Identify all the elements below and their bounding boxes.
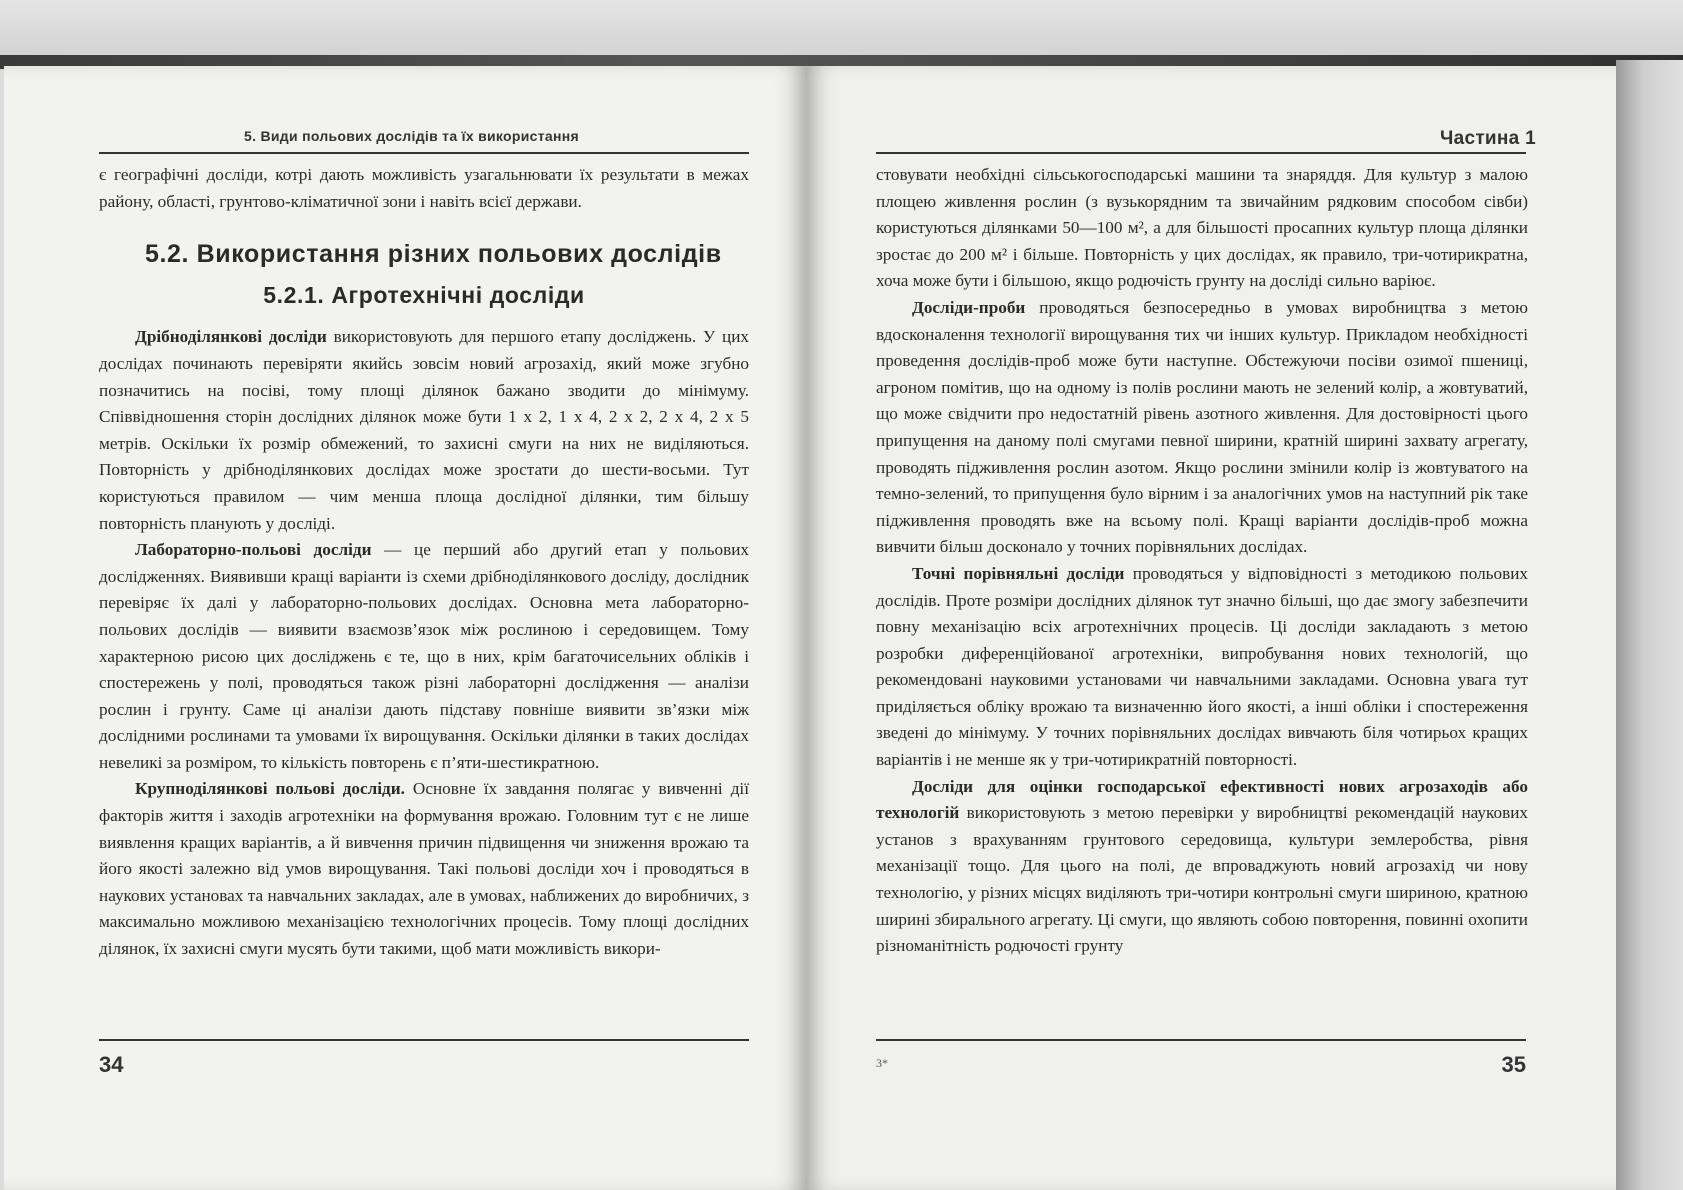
right-paragraph-1 [876,295,1528,561]
left-paragraph-1-text: використовують для першого етапу досліджень. У цих дослідах починають перевіряти якийсь зовсім новий агрозахід, який може згубно позначитись на посіві, тому площі ділянок бажано зводити до мінімуму. Співвідношення сторін дослідних ділянок може бути 1 х 2, 1 х 4, 2 х 2, 2 х 4, 2 х 5 метрів. Оскільки їх розмір обмежений, то захисні смуги на них не виділяються. Повторність у дрібноділянкових дослідах може зростати до шести-восьми. Тут користуються правилом — чим менша площа дослідної ділянки, тим більшу повторність планують у досліді. [99,327,750,533]
term-large-plot: Крупноділянкові польові досліди. [135,779,405,799]
left-paragraph-2 [99,537,749,776]
subsection-heading: 5.2.1. Агротехнічні досліди [263,281,585,308]
left-paragraph-2-text: — це перший або другий етап у польових дослідженнях. Виявивши кращі варіанти із схеми дрібноділянкового досліду, дослідник перевіряє їх далі у лабораторно-польових дослідах. Основна мета лабораторно-польових дослідів — виявити взаємозв’язок між рослиною і середовищем. Тому характерною рисою цих досліджень є те, що в них, крім багаточисельних обліків і спостережень у полі, проводяться також різні лабораторні дослідження — аналізи рослин і грунту. Саме ці аналізи дають підставу повніше виявити зв’язки між дослідними рослинами та умовами їх вирощування. Оскільки ділянки в таких дослідах невеликі за розміром, то кількість повторень є п’яти-шестикратною. [99,540,749,772]
scan-background-right [1616,60,1683,1190]
right-header-rule [876,152,1526,154]
right-page [806,66,1616,1190]
right-footer-rule [876,1039,1526,1041]
right-paragraph-1-text: проводяться безпосередньо в умовах виробництва з метою вдосконалення технології вирощування тих чи інших культур. Прикладом необхідності проведення дослідів-проб може бути наступне. Обстежуючи посіви озимої пшениці, агроном помітив, що на одному із полів рослини мають не зелений колір, а жовтуватий, що може свідчити про недостатній рівень азотного живлення. Для достовірності цього припущення на даному полі смугами певної ширини, кратній ширині захвату агрегату, проводять підживлення рослин азотом. Якщо рослини змінили колір із жовтуватого на темно-зелений, то припущення було вірним і за аналогічних умов на наступний рік таке підживлення проводять вже на всьому полі. Кращі варіанти дослідів-проб можна вивчити більш досконало у точних порівняльних дослідах. [876,297,1528,557]
right-continuation-paragraph: стовувати необхідні сільськогосподарські машини та знаряддя. Для культур з малою площею живлення рослин (з вузькорядним та звичайним рядковим способом сівби) користуються ділянками 50—100 м², а для більшості просапних культур площа ділянки зростає до 200 м² і більше. Повторність у цих дослідах, як правило, три-чотирикратна, хоча може бути і більшою, якщо родючість грунту на досліді сильно варіює. [876,165,1528,291]
left-paragraph-1 [99,324,749,537]
left-header-rule [99,152,749,154]
left-text-column [99,162,749,963]
left-running-head: 5. Види польових дослідів та їх використання [244,128,579,144]
right-paragraph-3 [876,774,1528,960]
left-page-number: 34 [99,1052,124,1077]
left-footer-rule [99,1039,749,1041]
term-economic-efficiency: Досліди для оцінки господарської ефективності нових агрозаходів або технологій [876,776,1528,823]
left-paragraph-3 [99,776,749,962]
term-trial-experiments: Досліди-проби [912,297,1026,317]
left-page [4,66,806,1190]
term-lab-field: Лабораторно-польові досліди [135,540,372,560]
right-paragraph-2-text: проводяться у відповідності з методикою польових дослідів. Проте розміри дослідних ділянок тут значно більші, що дає змогу забезпечити повну механізацію всіх агротехнічних процесів. Ці досліди закладають з метою розробки диференційованої агротехніки, випробування нових технологій, що рекомендовані науковими установами чи навчальними закладами. Основна увага тут приділяється обліку врожаю та визначенню його якості, а інші обліки і спостереження зведені до мінімуму. У точних порівняльних дослідах вивчають біля чотирьох кращих варіантів і не менше як у три-чотирикратній повторності. [876,563,1528,770]
left-paragraph-3-text: Основне їх завдання полягає у вивченні дії факторів життя і заходів агротехніки на формування врожаю. Головним тут є не лише виявлення кращих варіантів, а й вивчення причин підвищення чи зниження врожаю та його якості залежно від умов вирощування. Такі польові досліди хоч і проводяться в наукових установах та навчальних закладах, але в умовах, наближених до виробничих, з максимально можливою механізацією технологічних процесів. Тому площі дослідних ділянок, їх захисні смуги мусять бути такими, щоб мати можливість викори- [99,779,749,959]
section-heading: 5.2. Використання різних польових дослідів [145,240,722,269]
signature-mark: 3* [876,1056,888,1070]
right-running-head: Частина 1 [1439,128,1536,149]
right-page-number: 35 [1501,1052,1526,1077]
left-intro-paragraph: є географічні досліди, котрі дають можливість узагальнювати їх результати в межах району, області, грунтово-кліматичної зони і навіть всієї держави. [99,165,749,211]
right-paragraph-3-text: використовують з метою перевірки у виробництві рекомендацій наукових установ з врахуванням грунтового середовища, культури землеробства, рівня механізації тощо. Для цього на полі, де впроваджують новий агрозахід чи нову технологію, у різних місцях виділяють три-чотири контрольні смуги шириною, кратною ширині збирального агрегату. Ці смуги, що являють собою повторення, повинні охопити різноманітність родючості грунту [876,803,1528,956]
term-precise-comparative: Точні порівняльні досліди [912,563,1125,583]
right-paragraph-2 [876,561,1528,774]
right-text-column [876,162,1528,960]
term-small-plot: Дрібноділянкові досліди [135,327,327,347]
